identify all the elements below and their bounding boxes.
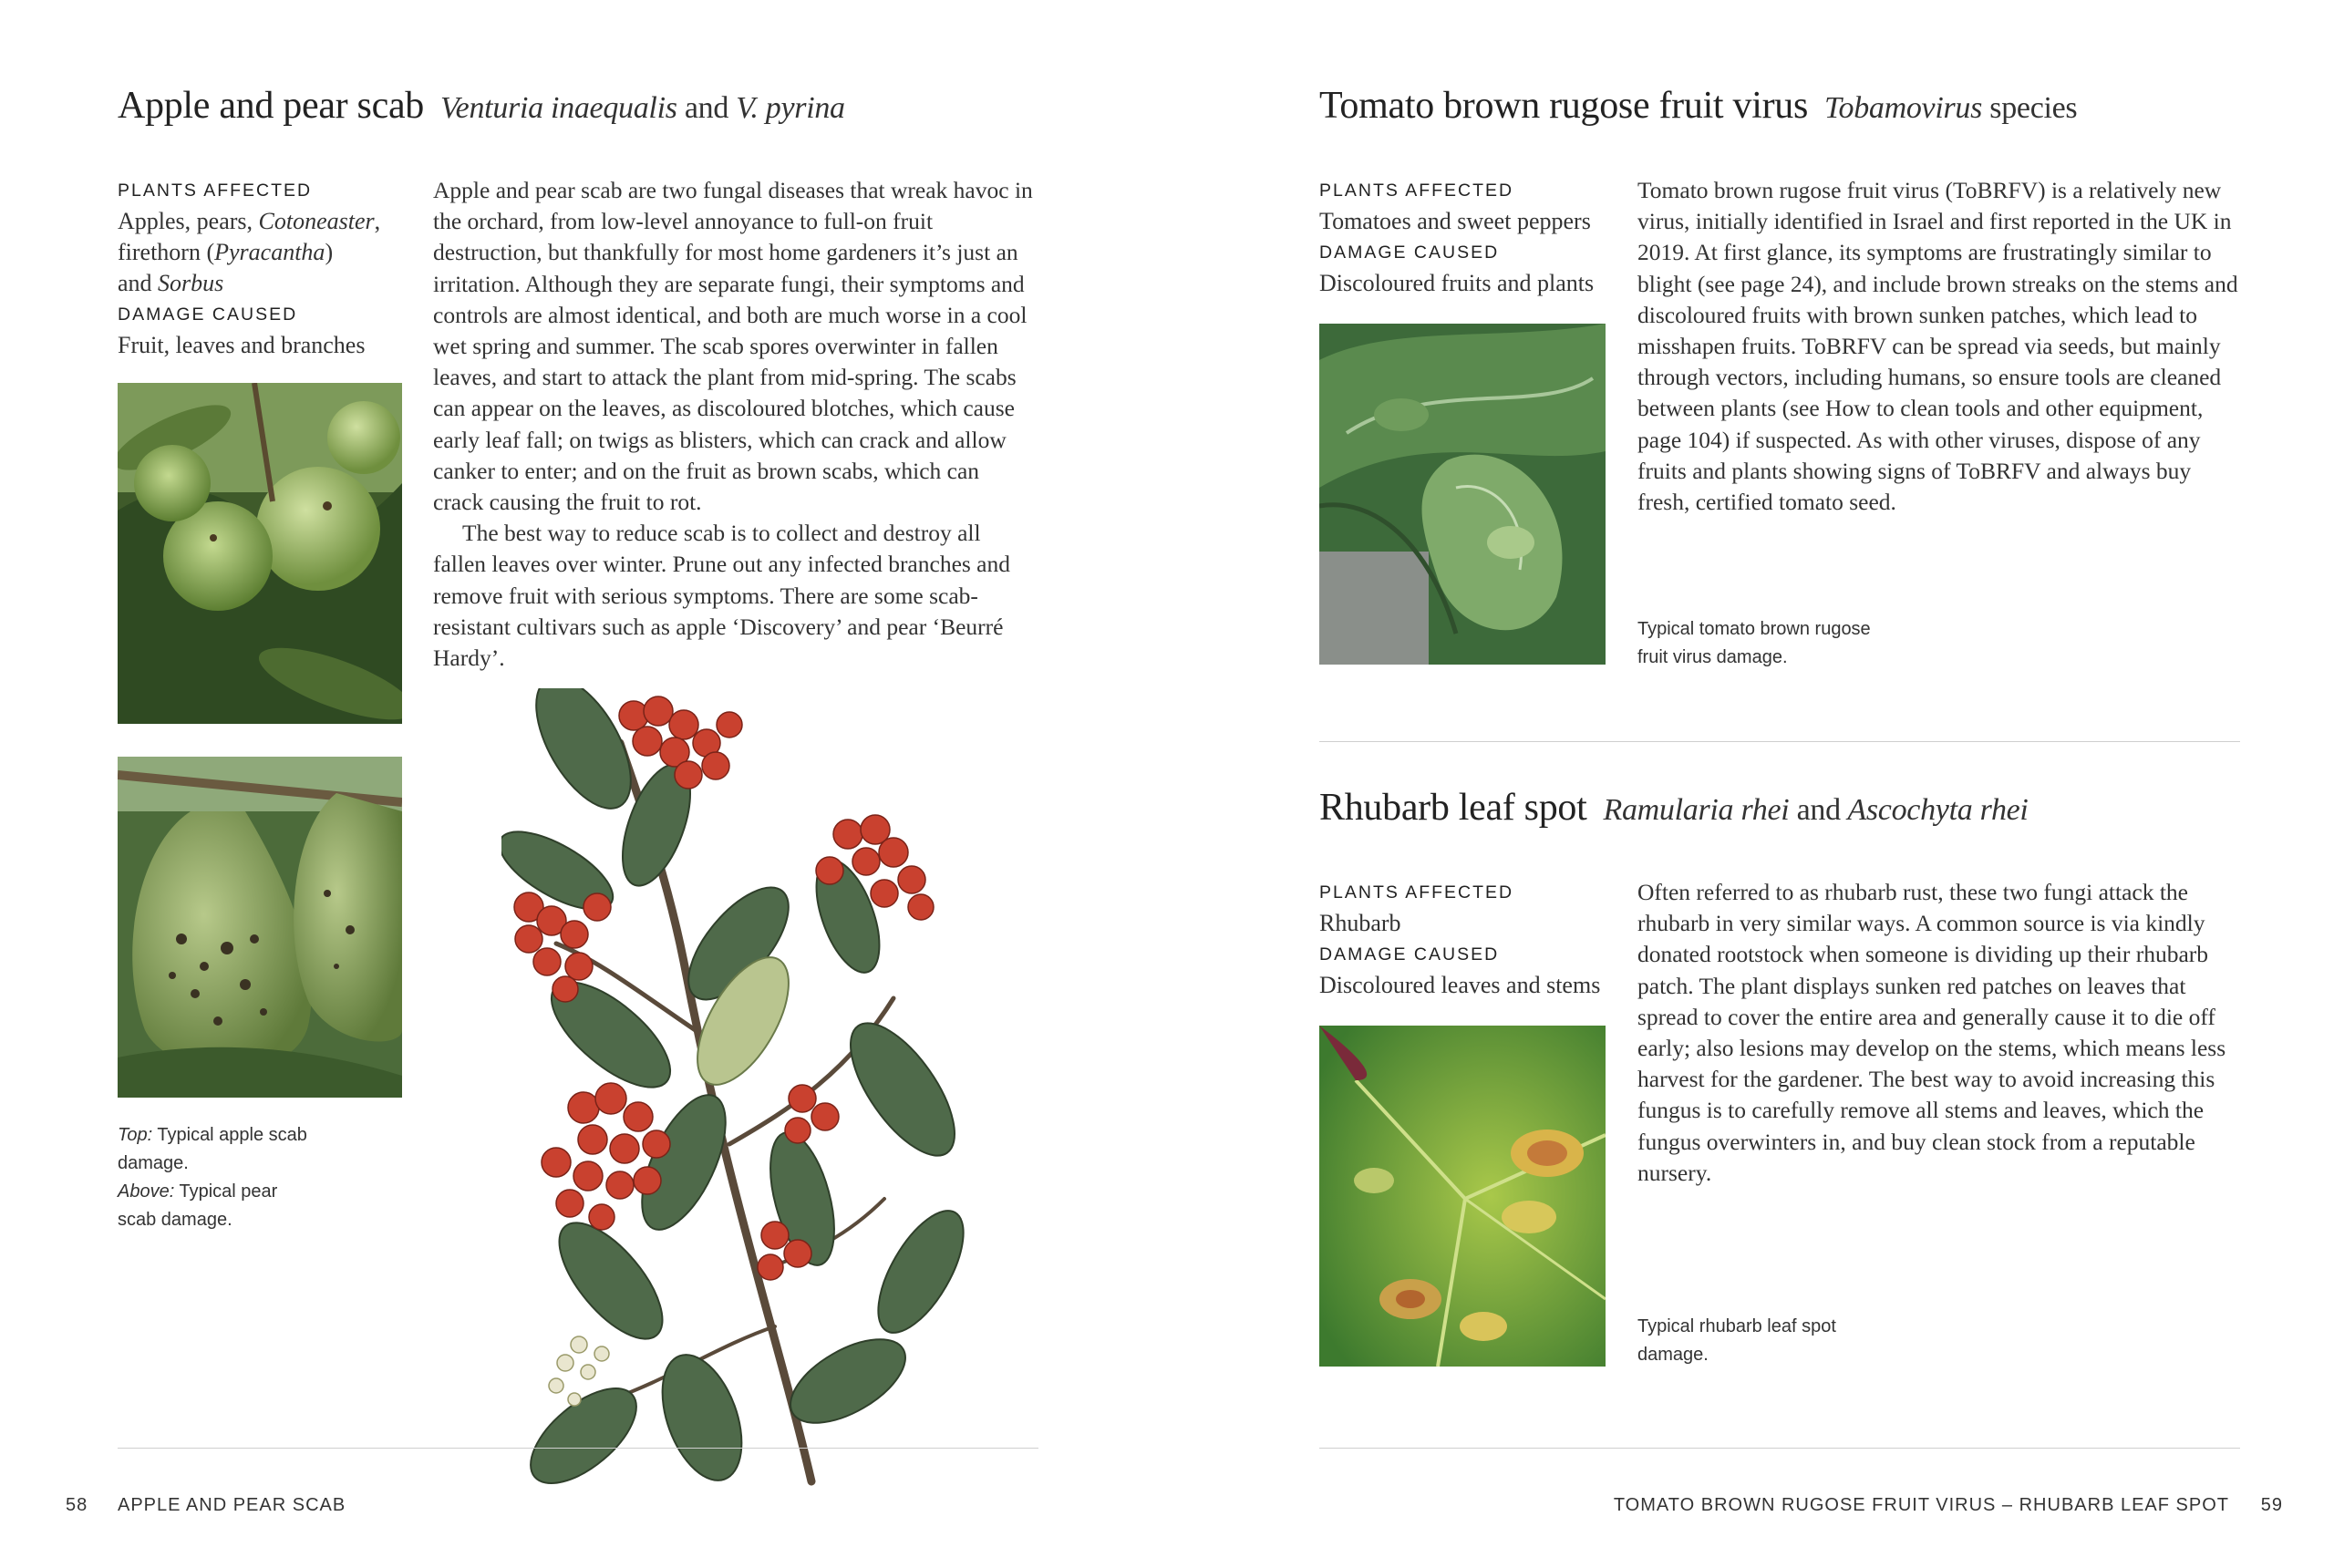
tomato-damage-caused-label: DAMAGE CAUSED (1319, 242, 1500, 263)
apple-scab-photo (118, 383, 402, 724)
left-latin-name (440, 91, 845, 125)
rhubarb-plants-affected-label: PLANTS AFFECTED (1319, 882, 1514, 903)
tomato-sidebar (1319, 175, 1620, 299)
left-damage-caused-value: Fruit, leaves and branches (118, 332, 366, 358)
tomato-latin-suffix: species (1989, 91, 2078, 125)
rhubarb-caption: Typical rhubarb leaf spot damage. (1637, 1316, 1836, 1365)
left-title-text: Apple and pear scab (118, 85, 424, 127)
tomato-title (1319, 84, 2077, 128)
left-page-title (118, 84, 845, 128)
left-plants-l3a: and (118, 270, 159, 296)
tomato-latin: Tobamovirus (1824, 91, 1983, 125)
rhubarb-damage-caused-label: DAMAGE CAUSED (1319, 944, 1500, 965)
left-body-text (433, 175, 1035, 674)
tomato-body-text: Tomato brown rugose fruit virus (ToBRFV) is a relatively new virus, initially identified in Israel and first reported in the UK in 2019. At first glance, its symptoms are frustratingly similar to blight (see page 24), and include brown streaks on the stems and discoloured fruits with brown sunken patches, which lead to misshapen fruits. ToBRFV can be spread via seeds, but mainly through vectors, including humans, so ensure tools are cleaned between plants (see How to clean tools and other equipment, page 104) if suspected. As with other viruses, dispose of any fruits and plants showing signs of ToBRFV and always buy fresh, certified tomato seed. (1637, 177, 2238, 516)
left-damage-caused-label: DAMAGE CAUSED (118, 304, 298, 325)
left-photo-caption (118, 1121, 318, 1234)
left-sidebar (118, 175, 409, 361)
caption-top-label: Top: (118, 1125, 153, 1145)
rhubarb-leaf-spot-photo (1319, 1026, 1606, 1367)
rhubarb-latin-and: and (1796, 793, 1841, 827)
rhubarb-title (1319, 786, 2029, 830)
tomato-virus-photo (1319, 324, 1606, 665)
cotoneaster-botanical-illustration (501, 688, 994, 1491)
rhubarb-latin-a: Ramularia rhei (1603, 793, 1790, 827)
left-plants-affected-value (118, 206, 409, 299)
rhubarb-title-text: Rhubarb leaf spot (1319, 787, 1587, 829)
tomato-damage-caused-value: Discoloured fruits and plants (1319, 270, 1595, 296)
right-footer-rule (1319, 1448, 2240, 1449)
caption-above-label: Above: (118, 1181, 175, 1202)
tomato-plants-affected-value: Tomatoes and sweet peppers (1319, 208, 1591, 234)
right-page-number: 59 (2260, 1495, 2283, 1515)
rhubarb-latin-b: Ascochyta rhei (1847, 793, 2029, 827)
left-plants-l2i: Pyracantha (214, 239, 325, 265)
left-plants-l1b: , (374, 208, 381, 234)
left-page-number: 58 (66, 1495, 88, 1515)
caption-above-text: Typical pear scab damage. (118, 1181, 278, 1230)
left-latin-and: and (684, 91, 729, 125)
tomato-title-text: Tomato brown rugose fruit virus (1319, 85, 1809, 127)
rhubarb-plants-affected-value: Rhubarb (1319, 910, 1401, 936)
right-middle-rule (1319, 741, 2240, 742)
left-plants-l3i: Sorbus (158, 270, 224, 296)
pear-scab-photo (118, 757, 402, 1098)
left-plants-l2b: ) (325, 239, 334, 265)
left-footer-rule (118, 1448, 1038, 1449)
tomato-latin-name (1824, 91, 2077, 125)
left-body-p1: Apple and pear scab are two fungal diseases that wreak havoc in the orchard, from low-level annoyance to full-on fruit destruction, but thankfully for most home gardeners it’s just an irritation. Although they are separate fungi, their symptoms and controls are almost identical, and both are much worse in a cool wet spring and summer. The scab spores overwinter in fallen leaves, and start to attack the plant from mid-spring. The scabs can appear on the leaves, as discoloured blotches, which cause early leaf fall; on twigs as blisters, which can crack and allow canker to enter; and on the fruit as brown scabs, which can crack causing the fruit to rot. (433, 177, 1033, 516)
right-running-head: TOMATO BROWN RUGOSE FRUIT VIRUS – RHUBARB LEAF SPOT (1613, 1495, 2229, 1515)
left-plants-l2a: firethorn ( (118, 239, 215, 265)
left-latin-a: Venturia inaequalis (439, 91, 677, 125)
left-running-head: APPLE AND PEAR SCAB (118, 1495, 346, 1515)
rhubarb-damage-caused-value: Discoloured leaves and stems (1319, 972, 1601, 998)
left-plants-l1i: Cotoneaster (258, 208, 375, 234)
caption-top-text: Typical apple scab damage. (118, 1125, 307, 1173)
left-plants-affected-label: PLANTS AFFECTED (118, 181, 313, 201)
tomato-caption: Typical tomato brown rugose fruit virus damage. (1637, 619, 1871, 667)
left-latin-b: V. pyrina (736, 91, 845, 125)
left-plants-l1a: Apples, pears, (118, 208, 259, 234)
left-body-p2: The best way to reduce scab is to collect and destroy all fallen leaves over winter. Prune out any infected branches and remove fruit with serious symptoms. There are some scab-resistant cultivars such as apple ‘Discovery’ and pear ‘Beurré Hardy’. (433, 520, 1011, 672)
rhubarb-sidebar (1319, 877, 1620, 1001)
rhubarb-latin-name (1604, 793, 2029, 827)
rhubarb-body-text: Often referred to as rhubarb rust, these two fungi attack the rhubarb in very similar ways. A common source is via kindly donated rootstock when someone is dividing up their rhubarb patch. The plant displays sunken red patches on leaves that spread to cover the entire area and generally cause it to die off early; also lesions may develop on the stems, which means less harvest for the gardener. The best way to avoid increasing this fungus is to carefully remove all stems and leaves, which the fungus overwinters in, and buy clean stock from a reputable nursery. (1637, 879, 2226, 1186)
tomato-plants-affected-label: PLANTS AFFECTED (1319, 181, 1514, 201)
